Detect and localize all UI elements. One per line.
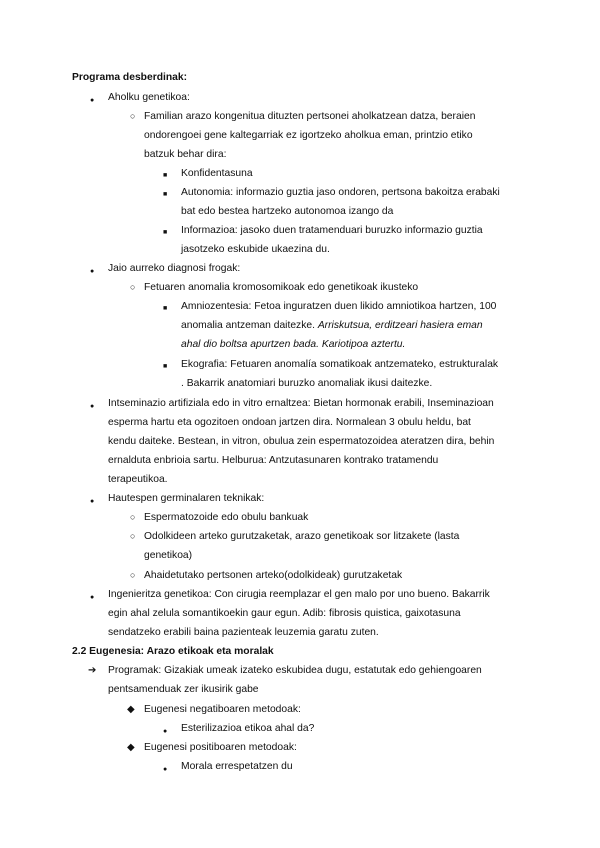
principle-3b: jasotzeko eskubide ukaezina du. <box>181 244 330 255</box>
principle-2b: bat edo bestea hartzeko autonomoa izango da <box>181 206 394 217</box>
intsem-4: ernalduta enbrioia sartu. Helburua: Antzutasunaren kontrako tratamendu <box>108 455 439 466</box>
intsem-3: kendu daiteke. Bestean, in vitron, obulua zein espermatozoidea ateratzen dira, behin <box>108 436 495 447</box>
eko-2: . Bakarrik anatomiari buruzko anomaliak ikusi daitezke. <box>181 378 433 389</box>
hautespen-2a: Odolkideen arteko gurutzaketak, arazo genetikoak sor litzakete (lasta <box>144 531 460 542</box>
diamond-bullet-icon <box>127 738 135 757</box>
ingen-2: egin ahal zelula somantikoekin gaur egun. Adib: fibrosis quistica, gaixotasuna <box>108 608 461 619</box>
circle-bullet-icon <box>130 278 135 297</box>
amnio-2-italic: Arriskutsua, erditzeari hasiera eman <box>317 320 483 331</box>
page-title: Programa desberdinak: <box>72 72 188 83</box>
intsem-2: esperma hartu eta ogozitoen ondoan jartzen dira. Normalean 3 obulu heldu, bat <box>108 417 471 428</box>
ingen-1: Ingenieritza genetikoa: Con cirugia reemplazar el gen malo por uno bueno. Bakarrik <box>108 589 490 600</box>
eko-1: Ekografia: Fetuaren anomalía somatikoak antzemateko, estrukturalak <box>181 359 499 370</box>
list-item-hautespen: Hautespen germinalaren teknikak: <box>108 493 265 504</box>
intsem-1: Intseminazio artifiziala edo in vitro ernaltzea: Bietan hormonak erabili, Inseminazioan <box>108 398 494 409</box>
bullet-icon <box>90 396 94 416</box>
jaio-sub: Fetuaren anomalia kromosomikoak edo genetikoak ikusteko <box>144 282 419 293</box>
positibo-question: Morala errespetatzen du <box>181 761 293 772</box>
bullet-icon <box>90 261 94 281</box>
bullet-icon <box>90 587 94 607</box>
square-bullet-icon <box>163 298 167 318</box>
hautespen-1: Espermatozoide edo obulu bankuak <box>144 512 309 523</box>
circle-bullet-icon <box>130 107 135 126</box>
circle-bullet-icon <box>130 508 135 527</box>
list-item-aholku: Aholku genetikoa: <box>108 92 190 103</box>
ingen-3: sendatzeko erabili baina pazienteak leuzemia garatu zuten. <box>108 627 379 638</box>
bullet-icon <box>90 90 94 110</box>
diamond-bullet-icon <box>127 700 135 719</box>
intsem-5: terapeutikoa. <box>108 474 168 485</box>
aholku-desc-3: batzuk behar dira: <box>144 149 227 160</box>
positibo-label: Eugenesi positiboaren metodoak: <box>144 742 297 753</box>
bullet-icon <box>90 491 94 511</box>
negatibo-label: Eugenesi negatiboaren metodoak: <box>144 704 301 715</box>
amnio-2 <box>181 316 483 335</box>
square-bullet-icon <box>163 222 167 242</box>
principle-1: Konfidentasuna <box>181 168 253 179</box>
circle-bullet-icon <box>130 566 135 585</box>
amnio-2-text: anomalia antzeman daitezke. <box>181 320 318 331</box>
list-item-jaio: Jaio aurreko diagnosi frogak: <box>108 263 241 274</box>
aholku-desc-2: ondorengoei gene kaltegarriak ez igortzeko aholkua eman, printzio etiko <box>144 130 473 141</box>
section-heading: 2.2 Eugenesia: Arazo etikoak eta moralak <box>72 646 274 657</box>
programak-1: Programak: Gizakiak umeak izateko eskubidea dugu, estatutak edo gehiengoaren <box>108 665 482 676</box>
amnio-3: ahal dio boltsa apurtzen bada. Kariotipoa aztertu. <box>181 339 406 350</box>
square-bullet-icon <box>163 184 167 204</box>
square-bullet-icon <box>163 165 167 185</box>
amnio-1: Amniozentesia: Fetoa inguratzen duen likido amniotikoa hartzen, 100 <box>181 301 497 312</box>
bullet-icon <box>163 759 167 779</box>
principle-2a: Autonomia: informazio guztia jaso ondoren, pertsona bakoitza erabaki <box>181 187 500 198</box>
principle-3a: Informazioa: jasoko duen tratamenduari buruzko informazio guztia <box>181 225 483 236</box>
circle-bullet-icon <box>130 527 135 546</box>
programak-2: pentsamenduak zer ikusirik gabe <box>108 684 259 695</box>
hautespen-2b: genetikoa) <box>144 550 193 561</box>
hautespen-3: Ahaidetutako pertsonen arteko(odolkideak) gurutzaketak <box>144 570 403 581</box>
negatibo-question: Esterilizazioa etikoa ahal da? <box>181 723 315 734</box>
aholku-desc-1: Familian arazo kongenitua dituzten pertsonei aholkatzean datza, beraien <box>144 111 476 122</box>
arrow-bullet-icon <box>88 661 96 680</box>
square-bullet-icon <box>163 356 167 376</box>
